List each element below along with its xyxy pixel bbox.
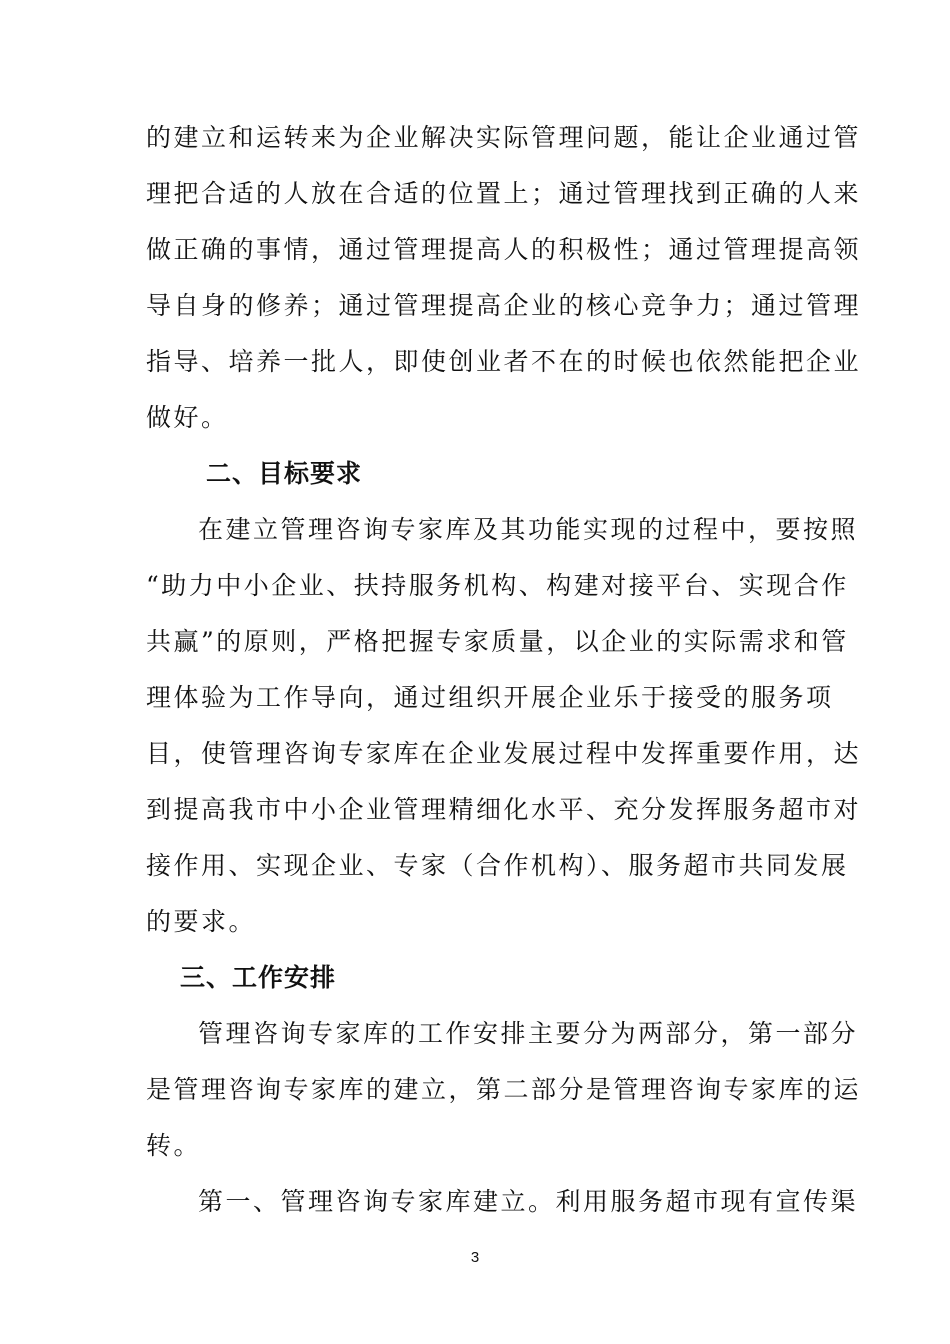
text-line: 理把合适的人放在合适的位置上；通过管理找到正确的人来	[146, 179, 862, 208]
text-line: 管理咨询专家库的工作安排主要分为两部分，第一部分	[198, 1019, 859, 1048]
text-line: 目，使管理咨询专家库在企业发展过程中发挥重要作用，达	[146, 739, 862, 768]
text-line: 理体验为工作导向，通过组织开展企业乐于接受的服务项	[146, 683, 834, 712]
text-line: 指导、培养一批人，即使创业者不在的时候也依然能把企业	[146, 347, 862, 376]
text-line: 转。	[146, 1131, 202, 1160]
text-line: 到提高我市中小企业管理精细化水平、充分发挥服务超市对	[146, 795, 862, 824]
text-line: 接作用、实现企业、专家（合作机构）、服务超市共同发展	[146, 851, 849, 880]
text-line: 的要求。	[146, 907, 257, 936]
text-line: “助力中小企业、扶持服务机构、构建对接平台、实现合作	[146, 571, 849, 600]
text-line: 是管理咨询专家库的建立，第二部分是管理咨询专家库的运	[146, 1075, 862, 1104]
text-line: 第一、管理咨询专家库建立。利用服务超市现有宣传渠	[198, 1187, 859, 1216]
text-line: 在建立管理咨询专家库及其功能实现的过程中，要按照	[198, 515, 859, 544]
text-line: 共赢”的原则，严格把握专家质量，以企业的实际需求和管	[146, 627, 849, 656]
section-heading-goals: 二、目标要求	[206, 459, 363, 488]
text-line: 导自身的修养；通过管理提高企业的核心竞争力；通过管理	[146, 291, 862, 320]
text-line: 做正确的事情，通过管理提高人的积极性；通过管理提高领	[146, 235, 862, 264]
text-line: 做好。	[146, 403, 229, 432]
section-heading-work-arrangement: 三、工作安排	[180, 963, 337, 992]
page-number: 3	[470, 1249, 480, 1266]
text-line: 的建立和运转来为企业解决实际管理问题，能让企业通过管	[146, 123, 862, 152]
